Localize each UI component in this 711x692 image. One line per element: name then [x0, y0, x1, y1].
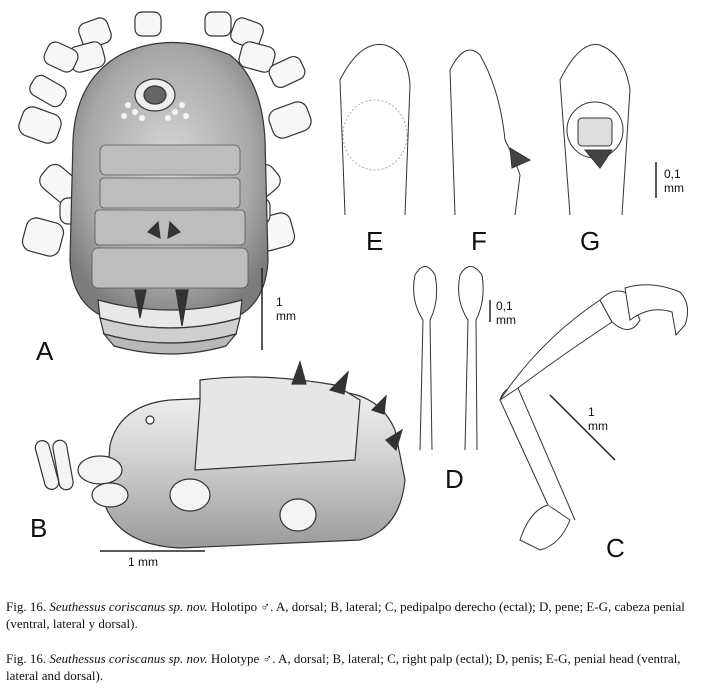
scale-label-c: 1 mm — [588, 405, 608, 433]
penis-drawing — [414, 267, 484, 451]
panel-label-c: C — [606, 533, 625, 563]
panel-label-a: A — [36, 336, 54, 366]
panel-label-g: G — [580, 226, 601, 256]
panel-label-d: D — [445, 464, 464, 494]
specimen-lateral-view — [34, 362, 405, 548]
caption-english-species: Seuthessus coriscanus sp. nov. — [49, 651, 208, 666]
scale-label-g: 0,1 mm — [664, 167, 684, 195]
penial-head-ventral — [340, 44, 410, 215]
caption-spanish-text: Holotipo ♂. A, dorsal; B, lateral; C, pedipalpo derecho (ectal); D, pene; E-G, cabeza penial (ventral, lateral y dorsal). — [6, 599, 685, 631]
caption-spanish — [6, 598, 706, 632]
panel-label-b: B — [30, 513, 48, 543]
panel-label-f: F — [471, 226, 487, 256]
scale-label-b: 1 mm — [128, 555, 158, 569]
caption-english — [6, 650, 706, 684]
caption-english-text: Holotype ♂. A, dorsal; B, lateral; C, right palp (ectal); D, penis; E-G, penial head (ventral, lateral and dorsal). — [6, 651, 681, 683]
scale-label-d: 0,1 mm — [496, 299, 516, 327]
penial-head-dorsal — [560, 44, 630, 215]
penial-head-lateral — [450, 50, 530, 215]
caption-english-prefix: Fig. 16. — [6, 651, 47, 666]
panel-label-e: E — [366, 226, 384, 256]
caption-spanish-species: Seuthessus coriscanus sp. nov. — [49, 599, 208, 614]
specimen-dorsal-view — [16, 12, 314, 354]
caption-spanish-prefix: Fig. 16. — [6, 599, 47, 614]
scale-label-a: 1 mm — [276, 295, 296, 323]
